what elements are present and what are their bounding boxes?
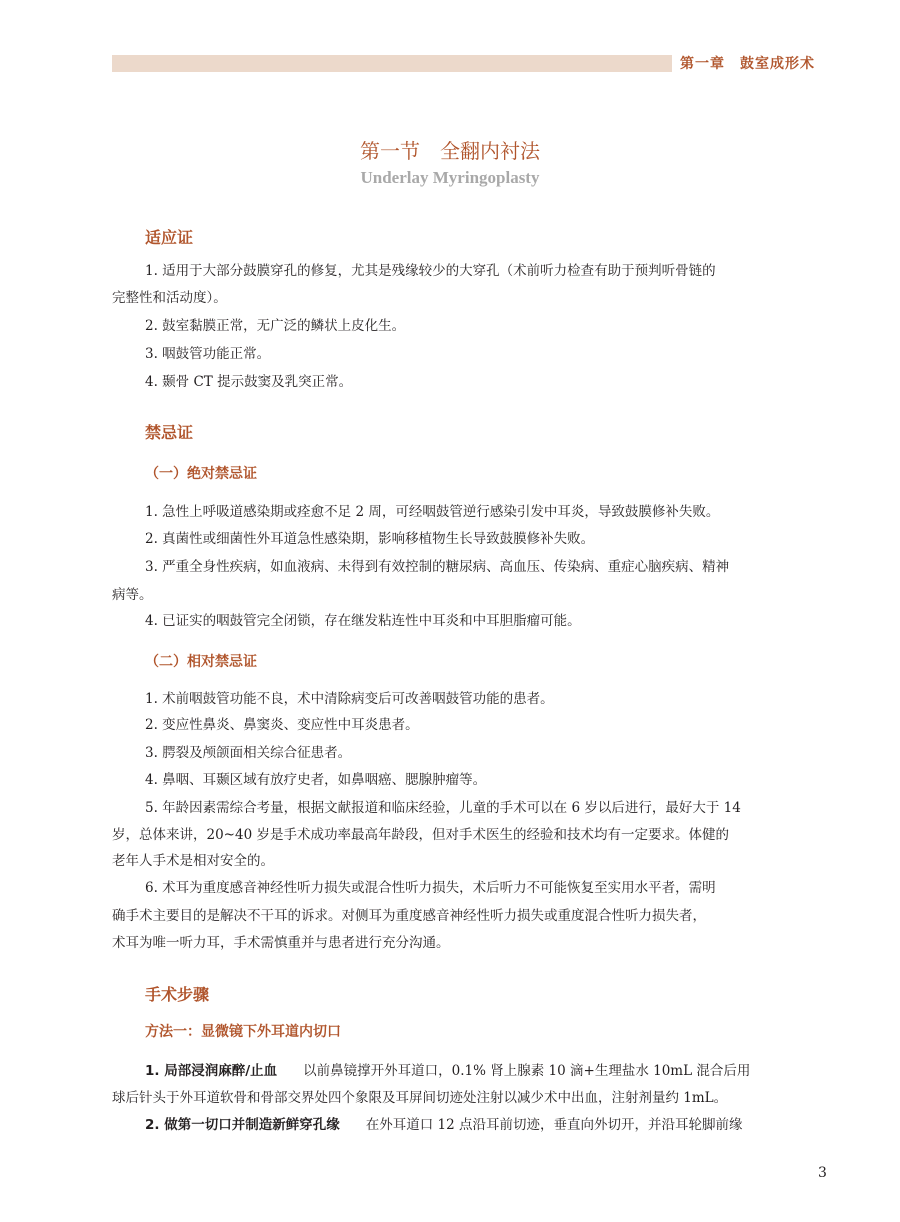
paragraph-line: 完整性和活动度）。 [112,290,227,306]
step-2-line [145,1116,743,1134]
paragraph-line: 岁，总体来讲，20~40 岁是手术成功率最高年龄段，但对手术医生的经验和技术均有一定要求。体健的 [112,827,729,843]
paragraph-line: 1. 术前咽鼓管功能不良，术中清除病变后可改善咽鼓管功能的患者。 [145,691,554,707]
paragraph-line: 老年人手术是相对安全的。 [112,853,274,869]
absolute-contraindications-heading: （一）绝对禁忌证 [145,466,257,482]
paragraph-line: 1. 急性上呼吸道感染期或痊愈不足 2 周，可经咽鼓管逆行感染引发中耳炎，导致鼓膜修补失败。 [145,504,720,520]
paragraph-line: 4. 已证实的咽鼓管完全闭锁，存在继发粘连性中耳炎和中耳胆脂瘤可能。 [145,613,581,629]
relative-contraindications-heading: （二）相对禁忌证 [145,654,257,670]
step-1-label: 1. 局部浸润麻醉/止血 [145,1063,278,1079]
paragraph-line: 术耳为唯一听力耳，手术需慎重并与患者进行充分沟通。 [112,935,450,951]
paragraph-line: 2. 鼓室黏膜正常，无广泛的鳞状上皮化生。 [145,318,406,334]
steps-heading: 手术步骤 [145,985,210,1004]
indications-heading: 适应证 [145,228,194,247]
paragraph-line: 5. 年龄因素需综合考量，根据文献报道和临床经验，儿童的手术可以在 6 岁以后进行，最好大于 14 [145,800,741,816]
step-1-line [145,1062,750,1080]
paragraph-line: 4. 颞骨 CT 提示鼓窦及乳突正常。 [145,374,353,390]
paragraph-line: 1. 适用于大部分鼓膜穿孔的修复，尤其是残缘较少的大穿孔（术前听力检查有助于预判听骨链的 [145,263,716,279]
contraindications-heading: 禁忌证 [145,423,194,442]
paragraph-line: 球后针头于外耳道软骨和骨部交界处四个象限及耳屏间切迹处注射以减少术中出血，注射剂量约 1mL。 [112,1090,728,1106]
paragraph-line: 6. 术耳为重度感音神经性听力损失或混合性听力损失，术后听力不可能恢复至实用水平者，需明 [145,880,716,896]
section-title: 第一节 全翻内衬法 [360,139,540,163]
chapter-header: 第一章 鼓室成形术 [680,56,815,72]
paragraph-line: 2. 真菌性或细菌性外耳道急性感染期，影响移植物生长导致鼓膜修补失败。 [145,531,595,547]
paragraph-line: 4. 鼻咽、耳颞区域有放疗史者，如鼻咽癌、腮腺肿瘤等。 [145,772,487,788]
paragraph-line: 病等。 [112,587,153,603]
paragraph-line: 3. 咽鼓管功能正常。 [145,346,271,362]
paragraph-line: 2. 变应性鼻炎、鼻窦炎、变应性中耳炎患者。 [145,717,419,733]
step-2-text: 在外耳道口 12 点沿耳前切迹，垂直向外切开，并沿耳轮脚前缘 [365,1117,743,1133]
header-bar [112,55,672,72]
paragraph-line: 3. 腭裂及颅颌面相关综合征患者。 [145,745,352,761]
step-2-label: 2. 做第一切口并制造新鲜穿孔缘 [145,1117,340,1133]
paragraph-line: 3. 严重全身性疾病，如血液病、未得到有效控制的糖尿病、高血压、传染病、重症心脑疾病、精神 [145,559,730,575]
paragraph-line: 确手术主要目的是解决不干耳的诉求。对侧耳为重度感音神经性听力损失或重度混合性听力损失者， [112,908,706,924]
step-1-text: 以前鼻镜撑开外耳道口，0.1% 肾上腺素 10 滴+生理盐水 10mL 混合后用 [303,1063,751,1079]
section-subtitle: Underlay Myringoplasty [360,168,540,187]
page-number: 3 [818,1165,827,1181]
method-heading: 方法一：显微镜下外耳道内切口 [145,1024,341,1040]
